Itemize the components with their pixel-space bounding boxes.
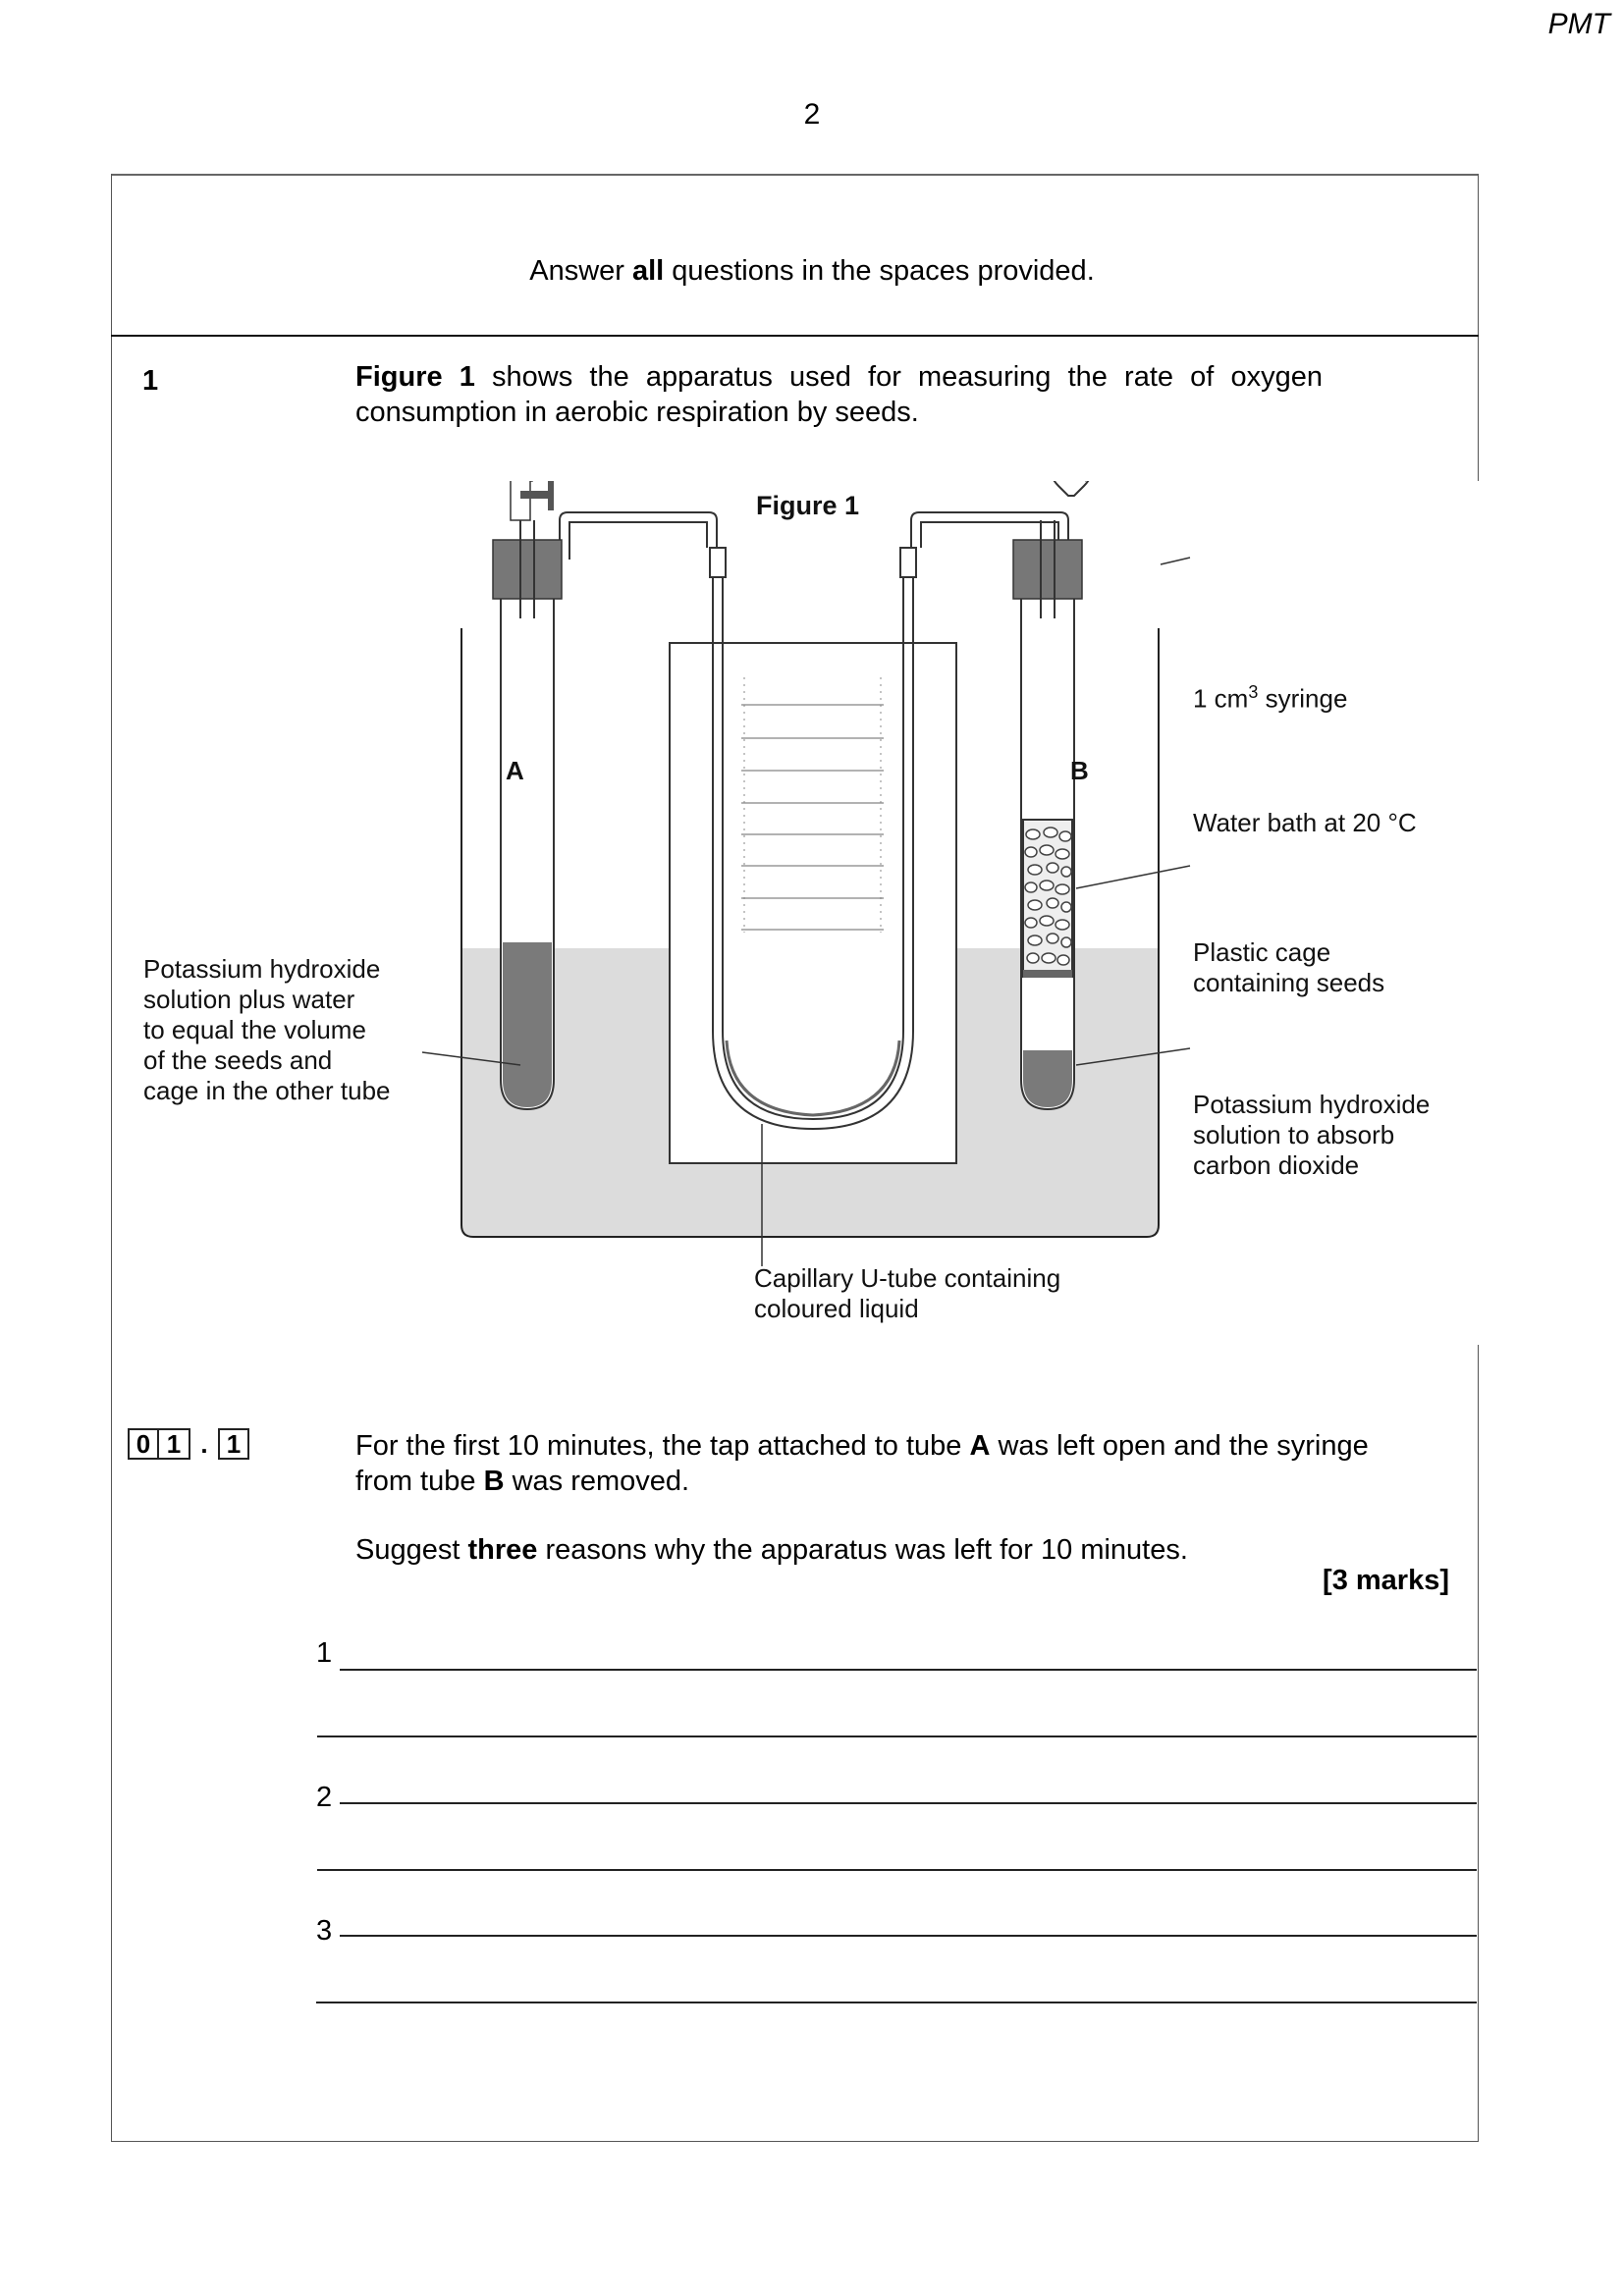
answer-line[interactable]	[340, 1935, 1477, 1937]
question-intro-text: shows the apparatus used for measuring the rate of oxygen consumption in aerobic respiration by seeds.	[355, 361, 1323, 428]
number-box: 0	[128, 1428, 159, 1460]
koh-b-label: Potassium hydroxide solution to absorb carbon dioxide	[1193, 1090, 1431, 1180]
number-separator: .	[200, 1428, 208, 1459]
answer-line[interactable]	[340, 1669, 1477, 1671]
instructions-suffix: questions in the spaces provided.	[664, 255, 1095, 287]
apparatus-diagram	[128, 481, 1483, 1345]
frame-top-border	[112, 174, 1478, 176]
instructions-bold: all	[632, 255, 665, 287]
subquestion-paragraph-2: Suggest three reasons why the apparatus was left for 10 minutes.	[355, 1534, 1188, 1566]
answer-line[interactable]	[316, 2002, 1477, 2003]
instructions-prefix: Answer	[529, 255, 632, 287]
figure-1-apparatus	[128, 481, 1483, 1345]
question-number: 1	[142, 365, 159, 397]
question-intro	[355, 359, 1323, 430]
figure-ref: Figure 1	[355, 361, 475, 393]
plastic-cage-label: Plastic cage containing seeds	[1193, 937, 1385, 997]
watermark: PMT	[1547, 8, 1610, 40]
answer-number-3: 3	[316, 1915, 333, 1947]
page-number: 2	[803, 98, 821, 131]
subquestion-text	[355, 1428, 1377, 1568]
subquestion-paragraph-1: For the first 10 minutes, the tap attached to tube A was left open and the syringe from tube B was removed.	[355, 1430, 1369, 1497]
marks-label: [3 marks]	[1323, 1565, 1449, 1596]
syringe-label: 1 $cm^3$ syringe	[1193, 682, 1348, 714]
answer-number-1: 1	[316, 1637, 333, 1669]
answer-line[interactable]	[317, 1735, 1477, 1737]
answer-line[interactable]	[317, 1869, 1477, 1871]
water-bath-label: Water bath at 20 °C	[1193, 808, 1417, 837]
number-box: 1	[218, 1428, 249, 1460]
subquestion-number	[128, 1428, 249, 1460]
instructions	[0, 255, 1624, 288]
tube-b-label: B	[1070, 756, 1089, 785]
number-box: 1	[159, 1428, 190, 1460]
figure-title: Figure 1	[756, 491, 860, 520]
u-tube-label: Capillary U-tube containing coloured liquid	[754, 1263, 1061, 1323]
tube-a-label: A	[506, 756, 524, 785]
answer-number-2: 2	[316, 1782, 333, 1813]
answer-line[interactable]	[340, 1802, 1477, 1804]
koh-a-label: Potassium hydroxide solution plus water to equal the volume of the seeds and cage in the other tube	[143, 954, 391, 1105]
divider	[111, 335, 1479, 337]
